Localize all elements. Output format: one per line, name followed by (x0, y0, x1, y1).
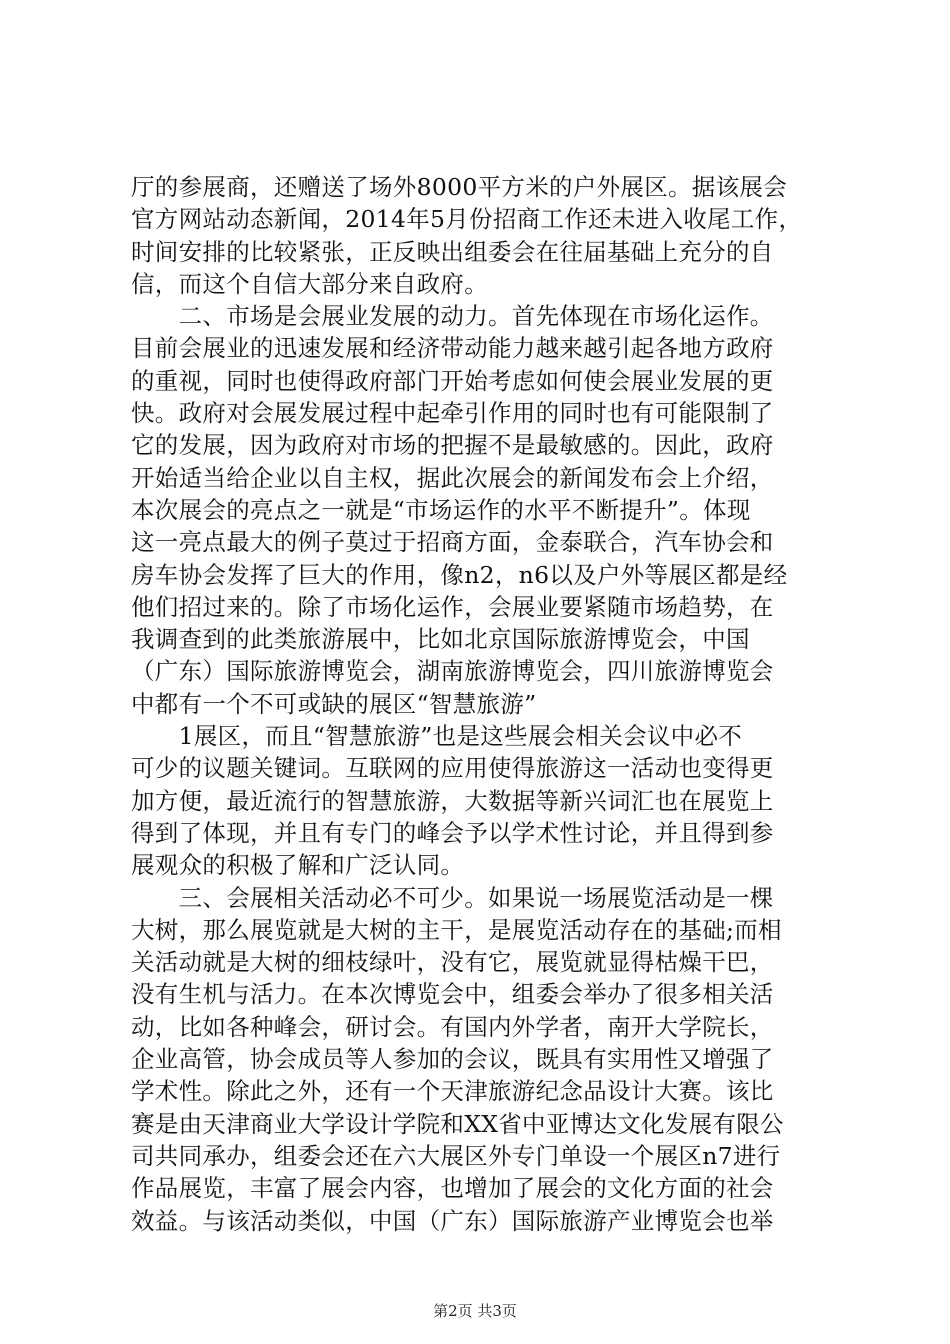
text-line: 1展区，而且“智慧旅游”也是这些展会相关会议中必不 (131, 722, 743, 751)
text-line: 三、会展相关活动必不可少。如果说一场展览活动是一棵 (131, 883, 774, 912)
text-line: 他们招过来的。除了市场化运作，会展业要紧随市场趋势，在 (131, 592, 774, 621)
text-line: 信，而这个自信大部分来自政府。 (131, 269, 488, 298)
text-line: 展观众的积极了解和广泛认同。 (131, 851, 465, 880)
text-line: 得到了体现，并且有专门的峰会予以学术性讨论，并且得到参 (131, 818, 774, 847)
page-footer: 第2页 共3页 (433, 1302, 517, 1320)
text-line: 我调查到的此类旅游展中，比如北京国际旅游博览会，中国 (131, 625, 750, 654)
text-line: 作品展览，丰富了展会内容，也增加了展会的文化方面的社会 (131, 1174, 774, 1203)
text-line: 司共同承办，组委会还在六大展区外专门单设一个展区n7进行 (131, 1141, 781, 1170)
text-line: 目前会展业的迅速发展和经济带动能力越来越引起各地方政府 (131, 334, 774, 363)
document-body (131, 171, 831, 1237)
text-line: 企业高管，协会成员等人参加的会议，既具有实用性又增强了 (131, 1045, 774, 1074)
text-line: 加方便，最近流行的智慧旅游，大数据等新兴词汇也在展览上 (131, 786, 774, 815)
text-line: 可少的议题关键词。互联网的应用使得旅游这一活动也变得更 (131, 754, 774, 783)
text-line: 赛是由天津商业大学设计学院和XX省中亚博达文化发展有限公 (131, 1109, 784, 1138)
text-line: 学术性。除此之外，还有一个天津旅游纪念品设计大赛。该比 (131, 1077, 774, 1106)
text-line: 快。政府对会展发展过程中起牵引作用的同时也有可能限制了 (131, 399, 774, 428)
text-line: 大树，那么展览就是大树的主干，是展览活动存在的基础;而相 (131, 915, 782, 944)
text-line: 厅的参展商，还赠送了场外8000平方米的户外展区。据该展会 (131, 173, 788, 201)
text-line: 中都有一个不可或缺的展区“智慧旅游” (131, 689, 537, 718)
text-line: 二、市场是会展业发展的动力。首先体现在市场化运作。 (131, 302, 774, 331)
text-line: 效益。与该活动类似，中国（广东）国际旅游产业博览会也举 (131, 1206, 774, 1235)
text-line: 关活动就是大树的细枝绿叶，没有它，展览就显得枯燥干巴， (131, 948, 774, 977)
text-line: （广东）国际旅游博览会，湖南旅游博览会，四川旅游博览会 (131, 657, 774, 686)
text-line: 没有生机与活力。在本次博览会中，组委会举办了很多相关活 (131, 980, 774, 1009)
text-line: 开始适当给企业以自主权，据此次展会的新闻发布会上介绍， (131, 463, 774, 492)
text-line: 时间安排的比较紧张，正反映出组委会在往届基础上充分的自 (131, 237, 774, 266)
text-line: 房车协会发挥了巨大的作用，像n2，n6以及户外等展区都是经 (131, 560, 788, 589)
text-line: 这一亮点最大的例子莫过于招商方面，金泰联合，汽车协会和 (131, 528, 774, 557)
text-line: 的重视，同时也使得政府部门开始考虑如何使会展业发展的更 (131, 366, 774, 395)
text-line: 本次展会的亮点之一就是“市场运作的水平不断提升”。体现 (131, 495, 751, 524)
text-line: 官方网站动态新闻，2014年5月份招商工作还未进入收尾工作， (131, 205, 803, 234)
text-line: 动，比如各种峰会，研讨会。有国内外学者，南开大学院长， (131, 1012, 774, 1041)
text-line: 它的发展，因为政府对市场的把握不是最敏感的。因此，政府 (131, 431, 774, 460)
